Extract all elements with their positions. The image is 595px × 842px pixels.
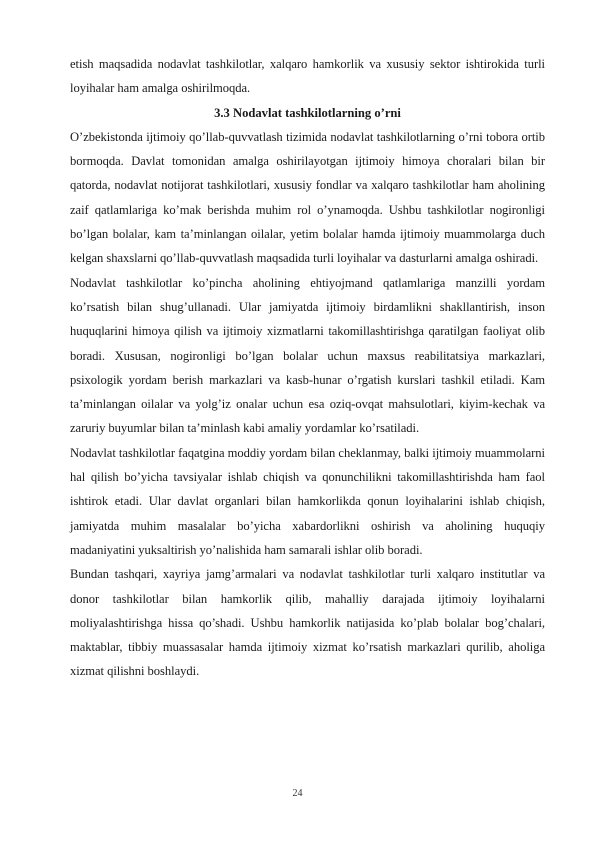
document-page xyxy=(70,52,545,684)
section-heading: 3.3 Nodavlat tashkilotlarning o’rni xyxy=(214,105,401,120)
page-number: 24 xyxy=(292,788,303,799)
intro-paragraph: etish maqsadida nodavlat tashkilotlar, xalqaro hamkorlik va xususiy sektor ishtirokida turli loyihalar ham amalga oshirilmoqda. xyxy=(70,57,545,96)
body-paragraph-2: Nodavlat tashkilotlar ko’pincha aholining ehtiyojmand qatlamlariga manzilli yordam ko’rsatish bilan shug’ullanadi. Ular jamiyatda ijtimoiy birdamlikni shakllantirish, inson huquqlarini himoya qilish va ijtimoiy xizmatlarni takomillashtirishga qaratilgan faoliyat olib boradi. Xususan, nogironligi bo’lgan bolalar uchun maxsus reabilitatsiya markazlari, psixologik yordam berish markazlari va kasb-hunar o’rgatish kurslari tashkil etiladi. Kam ta’minlangan oilalar va yolg’iz onalar uchun esa oziq-ovqat mahsulotlari, kiyim-kechak va zaruriy buyumlar bilan ta’minlash kabi amaliy yordamlar ko’rsatiladi. xyxy=(70,275,545,436)
body-paragraph-4: Bundan tashqari, xayriya jamg’armalari va nodavlat tashkilotlar turli xalqaro institutlar va donor tashkilotlar bilan hamkorlik qilib, mahalliy darajada ijtimoiy loyihalarni moliyalashtirishga hissa qo’shadi. Ushbu hamkorlik natijasida ko’plab bolalar bog’chalari, maktablar, tibbiy muassasalar hamda ijtimoiy xizmat ko’rsatish markazlari qurilib, aholiga xizmat qilishni boshlaydi. xyxy=(70,567,545,679)
body-paragraph-1: O’zbekistonda ijtimoiy qo’llab-quvvatlash tizimida nodavlat tashkilotlarning o’rni tobora ortib bormoqda. Davlat tomonidan amalga oshirilayotgan ijtimoiy himoya choralari bilan bir qatorda, nodavlat notijorat tashkilotlari, xususiy fondlar va xalqaro tashkilotlar ham aholining zaif qatlamlariga ko’mak berishda muhim rol o’ynamoqda. Ushbu tashkilotlar nogironligi bo’lgan bolalar, kam ta’minlangan oilalar, yetim bolalar hamda ijtimoiy muammolarga duch kelgan shaxslarni qo’llab-quvvatlash maqsadida turli loyihalar va dasturlarni amalga oshiradi. xyxy=(70,129,545,266)
body-paragraph-3: Nodavlat tashkilotlar faqatgina moddiy yordam bilan cheklanmay, balki ijtimoiy muammolarni hal qilish bo’yicha tavsiyalar ishlab chiqish va qonunchilikni takomillashtirishda ham faol ishtirok etadi. Ular davlat organlari bilan hamkorlikda qonun loyihalarini ishlab chiqish, jamiyatda muhim masalalar bo’yicha xabardorlikni oshirish va aholining huquqiy madaniyatini yuksaltirish yo’nalishida ham samarali ishlar olib boradi. xyxy=(70,445,545,557)
